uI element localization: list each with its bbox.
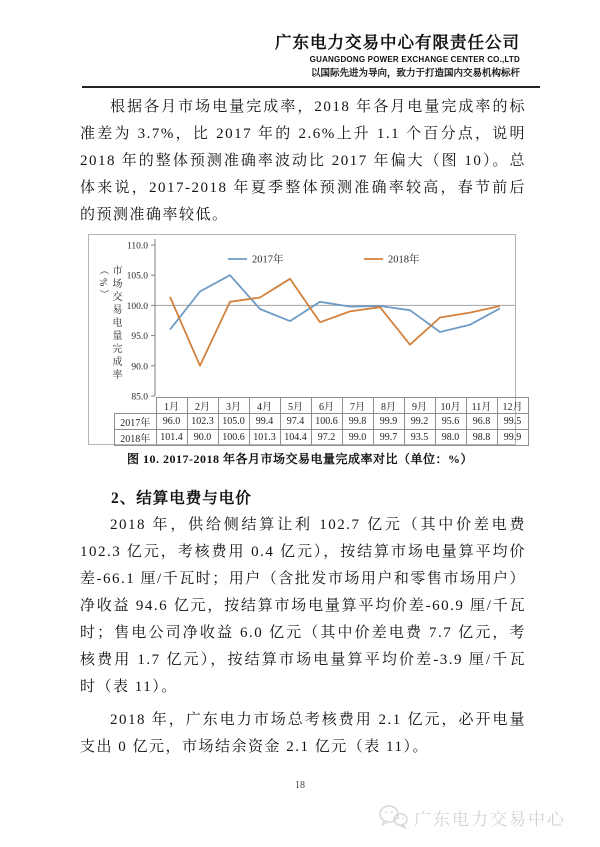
value-cell: 99.9: [497, 430, 528, 446]
figure-caption: 图 10. 2017-2018 年各月市场交易电量完成率对比（单位：%）: [127, 452, 473, 466]
header-divider: [82, 86, 540, 88]
value-cell: 99.0: [342, 430, 373, 446]
line-plot: [89, 235, 515, 410]
month-header-cell: 7月: [342, 398, 373, 414]
month-header-cell: 9月: [404, 398, 435, 414]
month-header-cell: 11月: [466, 398, 497, 414]
month-header-cell: 2月: [187, 398, 218, 414]
value-cell: 98.8: [466, 430, 497, 446]
value-cell: 99.5: [497, 414, 528, 430]
value-cell: 105.0: [218, 414, 249, 430]
table-row: [115, 430, 529, 446]
wechat-icon: [378, 803, 408, 831]
series-label-cell: 2017年: [115, 414, 157, 430]
footer-brand-text: 广东电力交易中心: [414, 809, 566, 829]
table-header-row: [115, 398, 529, 414]
page-number: 18: [295, 780, 305, 791]
y-tick-label: 105.0: [126, 271, 148, 282]
company-name-en: GUANGDONG POWER EXCHANGE CENTER CO.,LTD: [309, 55, 520, 64]
value-cell: 98.0: [435, 430, 466, 446]
value-cell: 99.4: [249, 414, 280, 430]
month-header-cell: 1月: [156, 398, 187, 414]
y-tick-label: 100.0: [126, 301, 148, 312]
section-heading-settlement: 2、结算电费与电价: [111, 490, 252, 507]
legend-label-2018年: 2018年: [388, 254, 420, 266]
paragraph-assessment-fees: 2018 年，广东电力市场总考核费用 2.1 亿元，必开电量支出 0 亿元，市场结余资金 2.1 亿元（表 11）。: [80, 712, 526, 755]
value-cell: 95.6: [435, 414, 466, 430]
table-corner-cell: [115, 398, 157, 414]
value-cell: 100.6: [218, 430, 249, 446]
paragraph-forecast-accuracy: 根据各月市场电量完成率，2018 年各月电量完成率的标准差为 3.7%，比 2017 年的 2.6%上升 1.1 个百分点，说明 2018 年的整体预测准确率波动比 2017 年偏大（图 10）。总体来说，2017-2018 年夏季整体预测准确率较高，春节前后的预测准确率较低。: [80, 99, 526, 223]
series-label-cell: 2018年: [115, 430, 157, 446]
chart-data-table: [114, 397, 529, 446]
value-cell: 97.2: [311, 430, 342, 446]
value-cell: 96.8: [466, 414, 497, 430]
value-cell: 90.0: [187, 430, 218, 446]
y-axis-title: 市场交易电量完成率（%）: [97, 265, 121, 382]
month-header-cell: 10月: [435, 398, 466, 414]
value-cell: 96.0: [156, 414, 187, 430]
table-row: [115, 414, 529, 430]
value-cell: 93.5: [404, 430, 435, 446]
value-cell: 101.4: [156, 430, 187, 446]
paragraph-settlement-fees: 2018 年，供给侧结算让利 102.7 亿元（其中价差电费 102.3 亿元，考核费用 0.4 亿元），按结算市场电量算平均价差-66.1 厘/千瓦时；用户（含批发市场用户和零售市场用户）净收益 94.6 亿元，按结算市场电量算平均价差-60.9 厘/千瓦时；售电公司净收益 6.0 亿元（其中价差电费 7.7 亿元，考核费用 1.7 亿元），按结算市场电量算平均价差-3.9 厘/千瓦时（表 11）。: [80, 517, 526, 695]
value-cell: 99.7: [373, 430, 404, 446]
month-header-cell: 12月: [497, 398, 528, 414]
month-header-cell: 3月: [218, 398, 249, 414]
footer-brand: [378, 803, 566, 831]
month-header-cell: 4月: [249, 398, 280, 414]
month-header-cell: 8月: [373, 398, 404, 414]
value-cell: 102.3: [187, 414, 218, 430]
y-tick-label: 85.0: [131, 392, 148, 403]
company-name-cn: 广东电力交易中心有限责任公司: [275, 34, 520, 52]
series-line-2018年: [170, 279, 500, 366]
value-cell: 100.6: [311, 414, 342, 430]
series-line-2017年: [170, 275, 500, 332]
y-tick-label: 95.0: [131, 332, 148, 343]
y-tick-label: 110.0: [126, 241, 148, 252]
legend-label-2017年: 2017年: [252, 254, 284, 266]
value-cell: 104.4: [280, 430, 311, 446]
value-cell: 99.2: [404, 414, 435, 430]
value-cell: 99.9: [373, 414, 404, 430]
month-header-cell: 6月: [311, 398, 342, 414]
month-header-cell: 5月: [280, 398, 311, 414]
letterhead: [275, 34, 520, 79]
value-cell: 99.8: [342, 414, 373, 430]
value-cell: 101.3: [249, 430, 280, 446]
figure-10-chart: [88, 234, 523, 445]
y-tick-label: 90.0: [131, 362, 148, 373]
value-cell: 97.4: [280, 414, 311, 430]
company-slogan: 以国际先进为导向，致力于打造国内交易机构标杆: [310, 68, 520, 79]
